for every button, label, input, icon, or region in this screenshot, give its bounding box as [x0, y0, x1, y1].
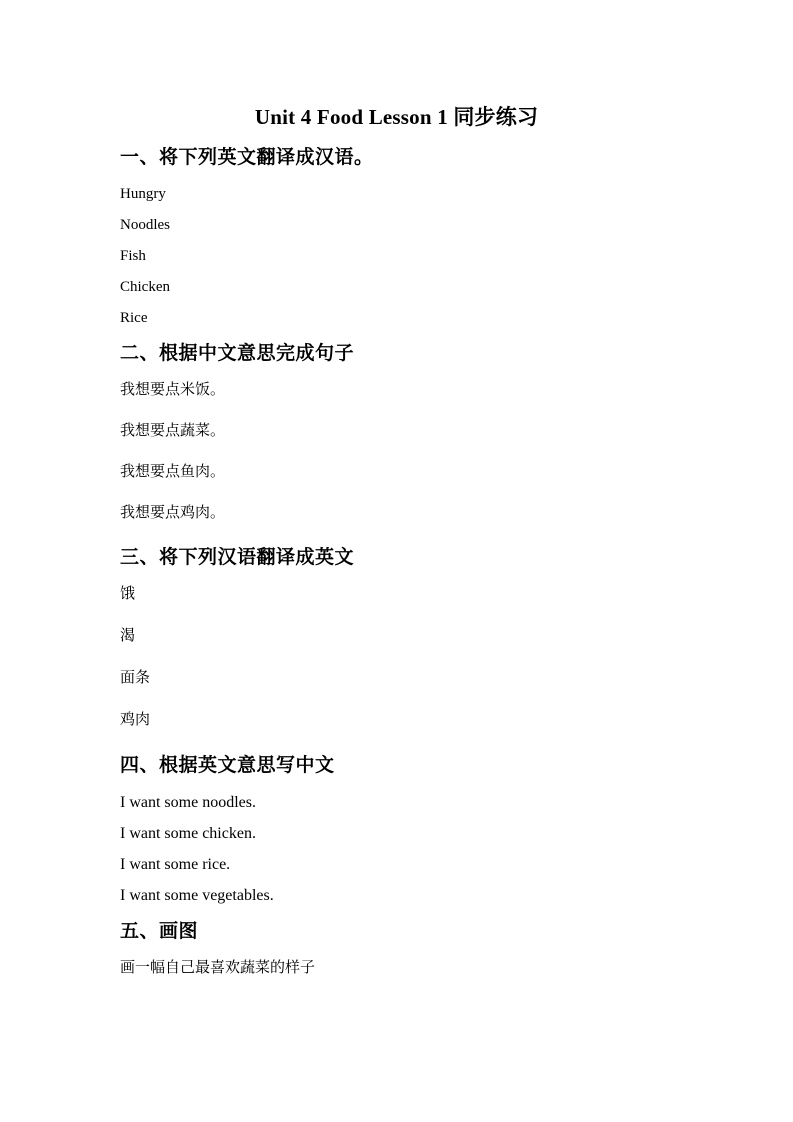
- section-item: 渴: [120, 627, 136, 644]
- section-heading: 二、根据中文意思完成句子: [120, 343, 355, 364]
- section-item: Fish: [120, 248, 146, 264]
- worksheet-section: [120, 546, 673, 728]
- page-title: Unit 4 Food Lesson 1 同步练习: [254, 105, 539, 129]
- section-item: Noodles: [120, 217, 170, 233]
- section-item-list: [120, 586, 673, 728]
- section-item: 画一幅自己最喜欢蔬菜的样子: [120, 959, 316, 976]
- section-item: 我想要点鸡肉。: [120, 504, 226, 521]
- section-item: Rice: [120, 310, 148, 326]
- section-item: 我想要点蔬菜。: [120, 422, 226, 439]
- section-item-list: [120, 960, 673, 976]
- section-item: I want some vegetables.: [120, 887, 274, 904]
- section-item: 饿: [120, 585, 136, 602]
- worksheet-section: [120, 146, 673, 326]
- section-item: 我想要点鱼肉。: [120, 463, 226, 480]
- worksheet-section: [120, 754, 673, 904]
- section-item-list: [120, 382, 673, 521]
- worksheet-section: [120, 342, 673, 521]
- section-item: I want some rice.: [120, 856, 231, 873]
- section-heading: 五、画图: [120, 921, 199, 942]
- section-item: Hungry: [120, 186, 166, 202]
- section-item: 面条: [120, 669, 151, 686]
- worksheet-section: [120, 920, 673, 976]
- worksheet-sections: [120, 146, 673, 976]
- section-item-list: [120, 186, 673, 326]
- section-item-list: [120, 794, 673, 904]
- section-item: 鸡肉: [120, 711, 151, 728]
- section-heading: 四、根据英文意思写中文: [120, 755, 335, 776]
- section-heading: 一、将下列英文翻译成汉语。: [120, 147, 374, 168]
- section-item: Chicken: [120, 279, 170, 295]
- section-heading: 三、将下列汉语翻译成英文: [120, 547, 355, 568]
- section-item: 我想要点米饭。: [120, 381, 226, 398]
- section-item: I want some chicken.: [120, 825, 256, 842]
- section-item: I want some noodles.: [120, 794, 256, 811]
